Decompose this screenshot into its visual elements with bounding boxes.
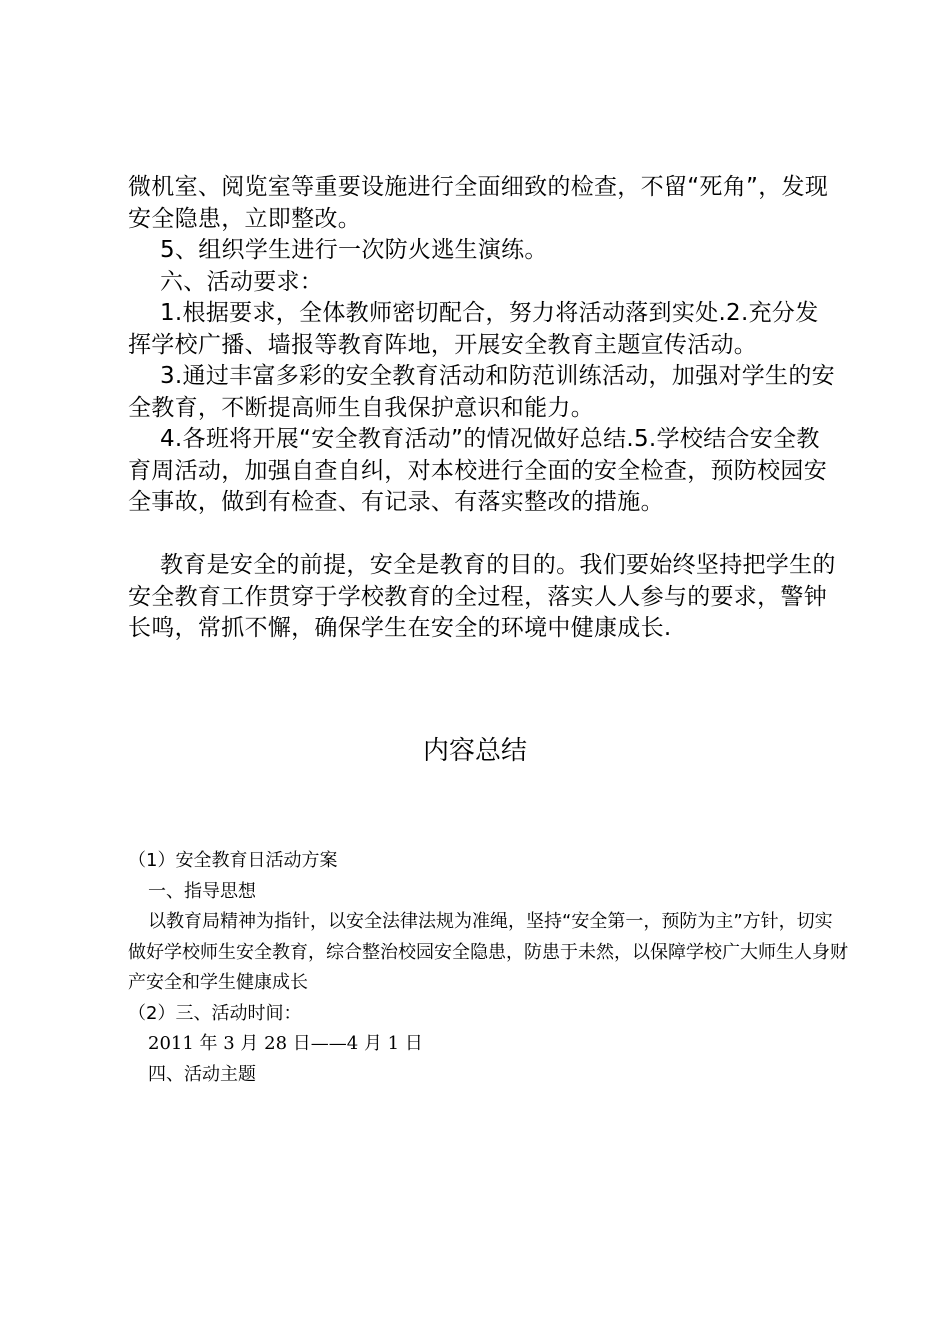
summary-item-2: （2）三、活动时间： (128, 1002, 302, 1024)
summary-item-1: （1）安全教育日活动方案 (128, 850, 338, 871)
paragraph-inspection: 微机室、阅览室等重要设施进行全面细致的检查，不留“死角”，发现安全隐患，立即整改。 (128, 174, 829, 232)
summary-activity-date: 2011 年 3 月 28 日——4 月 1 日 (148, 1033, 423, 1054)
summary-activity-theme: 四、活动主题 (148, 1063, 256, 1085)
summary-section (128, 846, 848, 1090)
main-body-text (128, 172, 838, 645)
paragraph-requirement-3: 3.通过丰富多彩的安全教育活动和防范训练活动，加强对学生的安全教育，不断提高师生自我保护意识和能力。 (128, 363, 835, 421)
summary-title: 内容总结 (422, 736, 527, 766)
paragraph-gap (128, 519, 838, 551)
paragraph-requirement-4: 4.各班将开展“安全教育活动”的情况做好总结.5.学校结合安全教育周活动，加强自查自纠，对本校进行全面的安全检查，预防校园安全事故，做到有检查、有记录、有落实整改的措施。 (128, 426, 827, 515)
heading-activity-requirements: 六、活动要求： (160, 268, 324, 295)
paragraph-fire-drill: 5、组织学生进行一次防火逃生演练。 (160, 237, 548, 263)
summary-guiding-text: 以教育局精神为指针，以安全法律法规为准绳，坚持“安全第一，预防为主”方针，切实做好学校师生安全教育，综合整治校园安全隐患，防患于未然，以保障学校广大师生人身财产安全和学生健康成长 (128, 911, 848, 993)
summary-guiding-thought: 一、指导思想 (148, 880, 256, 902)
paragraph-requirement-1: 1.根据要求，全体教师密切配合，努力将活动落到实处.2.充分发挥学校广播、墙报等教育阵地，开展安全教育主题宣传活动。 (128, 300, 819, 358)
paragraph-conclusion: 教育是安全的前提，安全是教育的目的。我们要始终坚持把学生的安全教育工作贯穿于学校教育的全过程，落实人人参与的要求，警钟长鸣，常抓不懈，确保学生在安全的环境中健康成长. (128, 552, 836, 641)
